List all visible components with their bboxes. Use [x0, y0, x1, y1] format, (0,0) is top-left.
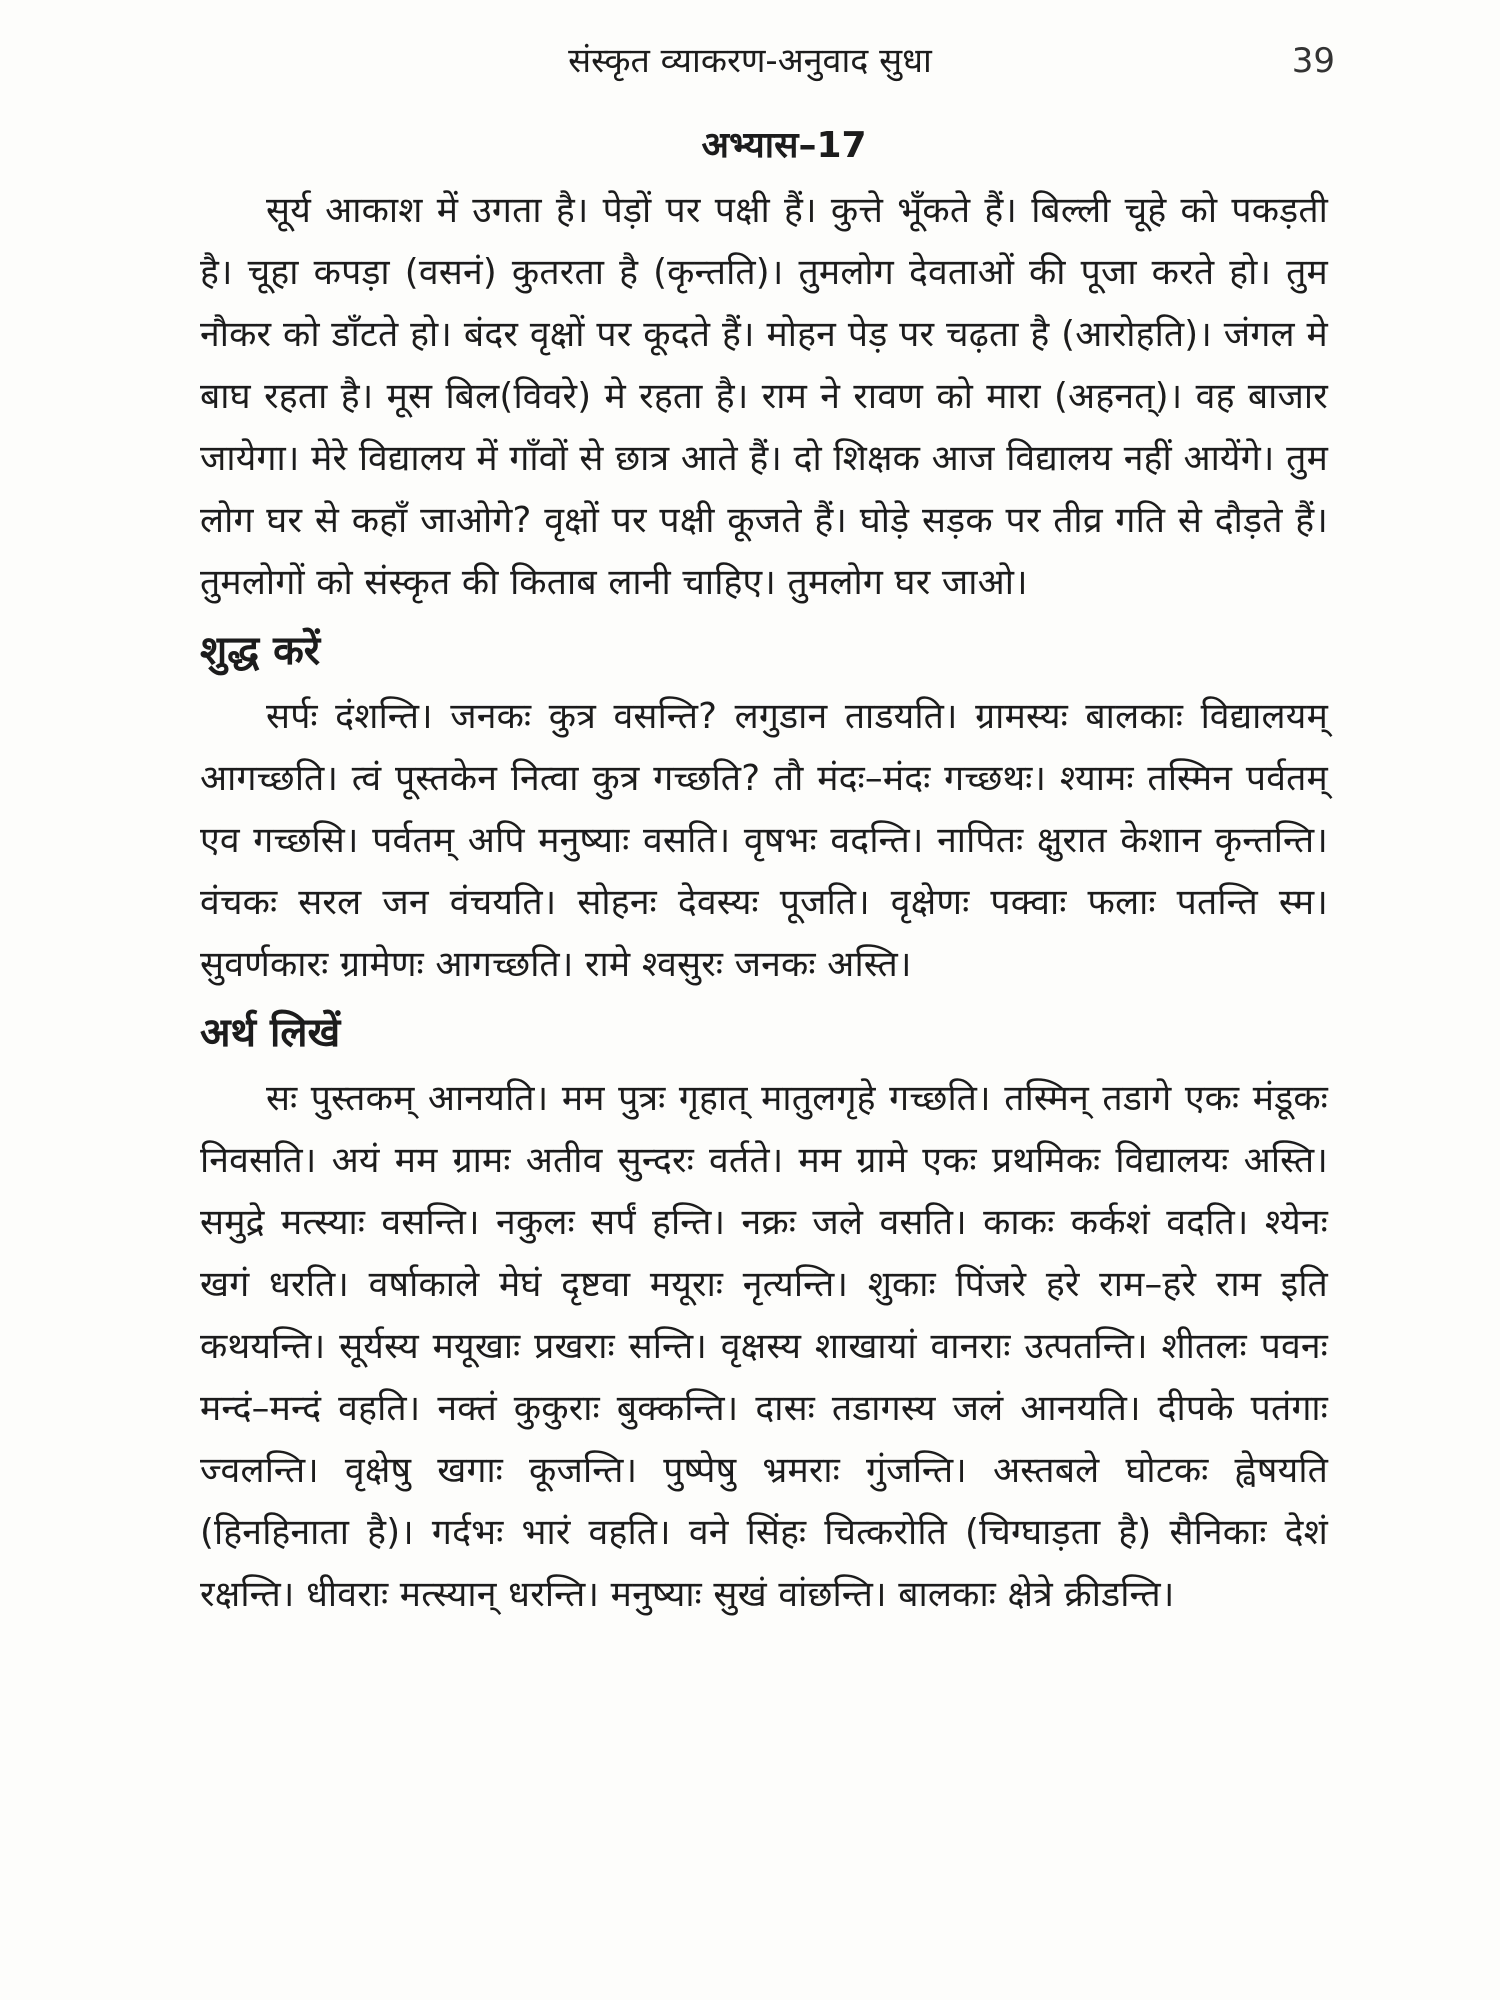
page-content [200, 118, 1328, 1626]
correction-paragraph: सर्पः दंशन्ति। जनकः कुत्र वसन्ति? लगुडान ताडयति। ग्रामस्यः बालकाः विद्यालयम् आगच्छति। त्वं पूस्तकेन नित्वा कुत्र गच्छति? तौ मंदः–मंदः गच्छथः। श्यामः तस्मिन पर्वतम् एव गच्छसि। पर्वतम् अपि मनुष्याः वसति। वृषभः वदन्ति। नापितः क्षुरात केशान कृन्तन्ति। वंचकः सरल जन वंचयति। सोहनः देवस्यः पूजति। वृक्षेणः पक्वाः फलाः पतन्ति स्म। सुवर्णकारः ग्रामेणः आगच्छति। रामे श्वसुरः जनकः अस्ति। [200, 696, 1328, 985]
exercise-paragraph: सूर्य आकाश में उगता है। पेड़ों पर पक्षी हैं। कुत्ते भूँकते हैं। बिल्ली चूहे को पकड़ती है। चूहा कपड़ा (वसनं) कुतरता है (कृन्तति)। तुमलोग देवताओं की पूजा करते हो। तुम नौकर को डाँटते हो। बंदर वृक्षों पर कूदते हैं। मोहन पेड़ पर चढ़ता है (आरोहति)। जंगल मे बाघ रहता है। मूस बिल(विवरे) मे रहता है। राम ने रावण को मारा (अहनत्)। वह बाजार जायेगा। मेरे विद्यालय में गाँवों से छात्र आते हैं। दो शिक्षक आज विद्यालय नहीं आयेंगे। तुम लोग घर से कहाँ जाओगे? वृक्षों पर पक्षी कूजते हैं। घोड़े सड़क पर तीव्र गति से दौड़ते हैं। तुमलोगों को संस्कृत की किताब लानी चाहिए। तुमलोग घर जाओ। [200, 190, 1328, 603]
exercise-title: अभ्यास–17 [701, 125, 867, 166]
running-header [0, 36, 1500, 86]
page-number: 39 [1291, 41, 1335, 81]
meaning-heading: अर्थ लिखें [200, 1010, 341, 1056]
meaning-paragraph: सः पुस्तकम् आनयति। मम पुत्रः गृहात् मातुलगृहे गच्छति। तस्मिन् तडागे एकः मंडूकः निवसति। अयं मम ग्रामः अतीव सुन्दरः वर्तते। मम ग्रामे एकः प्रथमिकः विद्यालयः अस्ति। समुद्रे मत्स्याः वसन्ति। नकुलः सर्पं हन्ति। नक्रः जले वसति। काकः कर्कशं वदति। श्येनः खगं धरति। वर्षाकाले मेघं दृष्टवा मयूराः नृत्यन्ति। शुकाः पिंजरे हरे राम–हरे राम इति कथयन्ति। सूर्यस्य मयूखाः प्रखराः सन्ति। वृक्षस्य शाखायां वानराः उत्पतन्ति। शीतलः पवनः मन्दं–मन्दं वहति। नक्तं कुकुराः बुक्कन्ति। दासः तडागस्य जलं आनयति। दीपके पतंगाः ज्वलन्ति। वृक्षेषु खगाः कूजन्ति। पुष्पेषु भ्रमराः गुंजन्ति। अस्तबले घोटकः ह्वेषयति (हिनहिनाता है)। गर्दभः भारं वहति। वने सिंहः चित्करोति (चिग्घाड़ता है) सैनिकाः देशं रक्षन्ति। धीवराः मत्स्यान् धरन्ति। मनुष्याः सुखं वांछन्ति। बालकाः क्षेत्रे क्रीडन्ति। [200, 1078, 1328, 1615]
correction-heading: शुद्ध करें [200, 628, 321, 674]
book-title: संस्कृत व्याकरण-अनुवाद सुधा [568, 41, 932, 81]
